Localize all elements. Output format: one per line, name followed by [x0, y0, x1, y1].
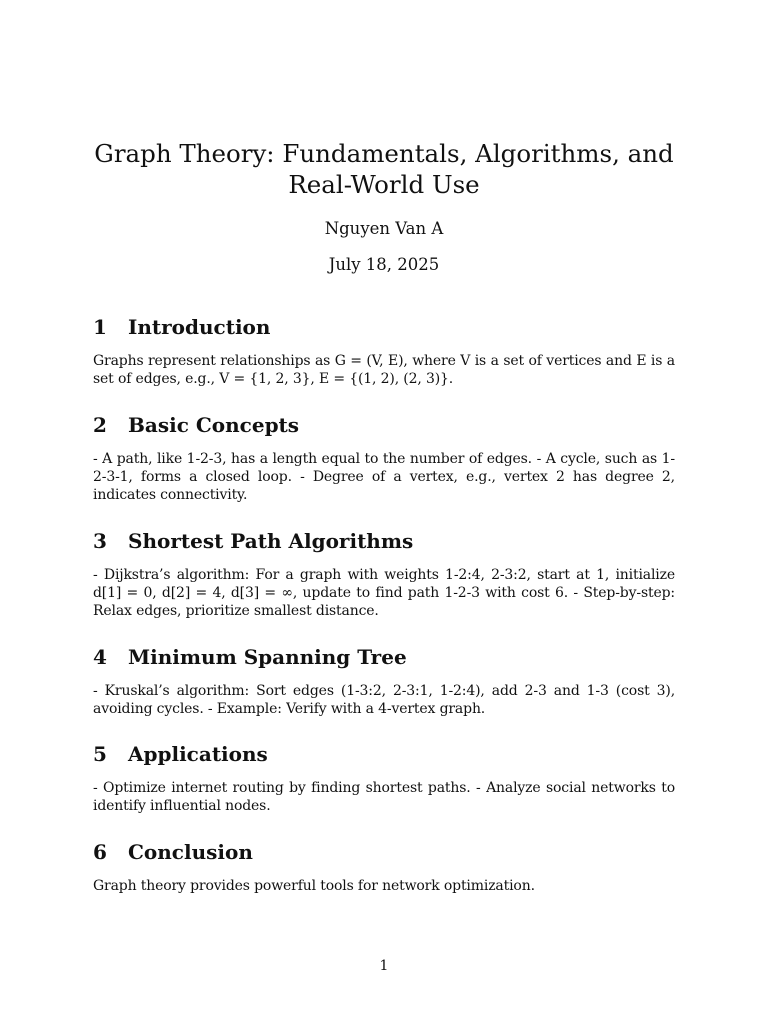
section-title: Conclusion — [128, 840, 253, 864]
section-shortest-path — [93, 528, 675, 620]
section-title: Introduction — [128, 315, 271, 339]
section-title: Minimum Spanning Tree — [128, 645, 407, 669]
section-conclusion — [93, 839, 675, 895]
paper-title-line-1: Graph Theory: Fundamentals, Algorithms, and — [94, 139, 674, 168]
section-heading — [93, 314, 675, 340]
section-title: Shortest Path Algorithms — [128, 529, 414, 553]
section-heading — [93, 839, 675, 865]
section-body: Graph theory provides powerful tools for network optimization. — [93, 878, 535, 894]
section-title: Basic Concepts — [128, 413, 300, 437]
section-title: Applications — [128, 742, 268, 766]
section-basic-concepts — [93, 412, 675, 504]
section-number: 3 — [93, 529, 107, 553]
paper-author: Nguyen Van A — [324, 219, 444, 238]
section-number: 1 — [93, 315, 107, 339]
section-heading — [93, 644, 675, 670]
section-body: Graphs represent relationships as G = (V, E), where V is a set of vertices and E is a set of edges, e.g., V = {1, 2, 3}, E = {(1, 2), (2, 3)}. — [93, 353, 675, 387]
section-number: 4 — [93, 645, 107, 669]
paper-date: July 18, 2025 — [328, 255, 440, 274]
section-applications — [93, 741, 675, 815]
section-heading — [93, 528, 675, 554]
section-heading — [93, 741, 675, 767]
section-body: - A path, like 1-2-3, has a length equal to the number of edges. - A cycle, such as 1-2-3-1, forms a closed loop. - Degree of a vertex, e.g., vertex 2 has degree 2, indicates connectivity. — [93, 451, 675, 503]
page-number: 1 — [379, 958, 389, 974]
section-number: 2 — [93, 413, 107, 437]
section-body: - Optimize internet routing by finding shortest paths. - Analyze social networks to identify influential nodes. — [93, 780, 675, 814]
section-number: 5 — [93, 742, 107, 766]
section-minimum-spanning-tree — [93, 644, 675, 718]
paper-title-line-2: Real-World Use — [288, 170, 480, 199]
section-number: 6 — [93, 840, 107, 864]
section-body: - Dijkstra’s algorithm: For a graph with weights 1-2:4, 2-3:2, start at 1, initialize d[1] = 0, d[2] = 4, d[3] = ∞, update to find path 1-2-3 with cost 6. - Step-by-step: Relax edges, prioritize smallest distance. — [93, 567, 675, 619]
section-introduction — [93, 314, 675, 388]
section-body: - Kruskal’s algorithm: Sort edges (1-3:2, 2-3:1, 1-2:4), add 2-3 and 1-3 (cost 3), avoiding cycles. - Example: Verify with a 4-vertex graph. — [93, 683, 675, 717]
paper-title — [0, 138, 768, 200]
section-heading — [93, 412, 675, 438]
